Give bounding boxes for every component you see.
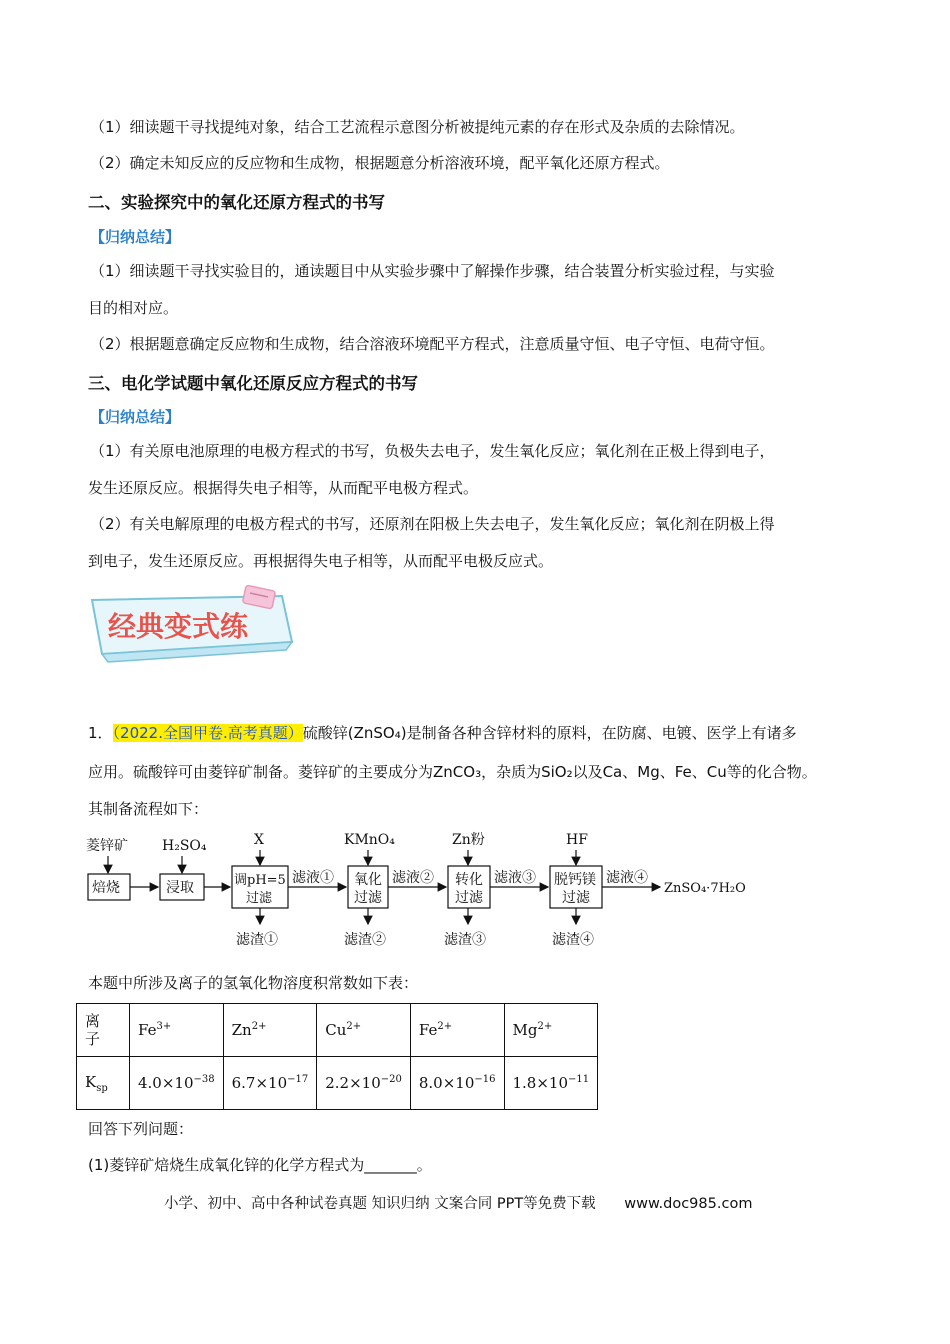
ksp-exponent: −38: [193, 1074, 215, 1085]
ksp-exponent: −16: [474, 1074, 496, 1085]
flow-product: ZnSO₄·7H₂O: [664, 881, 746, 896]
flow-acid-label: H₂SO₄: [162, 838, 207, 854]
table-header-cell: [77, 1004, 130, 1057]
ksp-value: 8.0×10: [418, 1074, 475, 1092]
table-cell: [504, 1004, 598, 1057]
paragraph: （2）根据题意确定反应物和生成物，结合溶液环境配平方程式，注意质量守恒、电子守恒、电荷守恒。: [90, 335, 775, 353]
ion-name: Mg: [512, 1021, 538, 1039]
flow-residue-2: 滤渣②: [344, 932, 386, 948]
flow-residue-4: 滤渣④: [552, 932, 594, 948]
paragraph: （2）确定未知反应的反应物和生成物，根据题意分析溶液环境，配平氧化还原方程式。: [90, 154, 670, 172]
paragraph: 目的相对应。: [88, 299, 179, 317]
ksp-label: K: [85, 1072, 97, 1091]
flow-oxidize-filter: 过滤: [354, 890, 382, 906]
paragraph: （1）细读题干寻找实验目的，通读题目中从实验步骤中了解操作步骤，结合装置分析实验过程，与实验: [90, 262, 775, 280]
flow-residue-3: 滤渣③: [444, 932, 486, 948]
ion-charge: 3+: [156, 1021, 172, 1032]
question-text: 回答下列问题：: [88, 1120, 194, 1138]
flow-leach-box: 浸取: [166, 880, 194, 896]
page-footer: [164, 1192, 752, 1213]
ion-header-label: 离子: [85, 1012, 101, 1048]
source-tag: （2022.全国甲卷.高考真题）: [112, 724, 303, 742]
ksp-table: [76, 1003, 598, 1110]
question-text: 本题中所涉及离子的氢氧化物溶度积常数如下表：: [88, 974, 419, 992]
ksp-label-sub: sp: [96, 1082, 108, 1094]
paragraph: 发生还原反应。根据得失电子相等，从而配平电极方程式。: [88, 479, 479, 497]
ksp-value: 1.8×10: [512, 1074, 569, 1092]
flow-filtrate-2: 滤液②: [392, 870, 434, 886]
ion-charge: 2+: [437, 1021, 453, 1032]
question-number: 1．: [88, 724, 113, 742]
table-cell: [410, 1057, 504, 1110]
ion-name: Fe: [418, 1021, 438, 1039]
flow-ore-label: 菱锌矿: [86, 838, 128, 854]
table-cell: [223, 1004, 317, 1057]
ksp-value: 6.7×10: [231, 1074, 288, 1092]
ksp-value: 2.2×10: [325, 1074, 381, 1092]
question-line: [88, 723, 797, 743]
table-cell: [223, 1057, 317, 1110]
ion-name: Fe: [138, 1021, 157, 1039]
section-banner: [86, 584, 306, 666]
ksp-exponent: −20: [380, 1074, 402, 1085]
table-cell: [130, 1057, 224, 1110]
ksp-exponent: −11: [568, 1074, 590, 1085]
table-cell: [130, 1004, 224, 1057]
flow-decalc-box: 脱钙镁: [554, 872, 596, 888]
ion-charge: 2+: [346, 1021, 362, 1032]
flow-decalc-filter: 过滤: [562, 890, 590, 906]
flow-roast-box: 焙烧: [92, 880, 120, 896]
summary-label: 【归纳总结】: [90, 228, 181, 246]
flow-ph-box-filter: 过滤: [246, 891, 273, 906]
sub-question: (1)菱锌矿焙烧生成氧化锌的化学方程式为_______。: [88, 1156, 432, 1174]
paragraph: 到电子，发生还原反应。再根据得失电子相等，从而配平电极反应式。: [88, 552, 554, 570]
flow-filtrate-3: 滤液③: [494, 870, 536, 886]
flow-convert-filter: 过滤: [455, 890, 483, 906]
question-text: 应用。硫酸锌可由菱锌矿制备。菱锌矿的主要成分为ZnCO₃，杂质为SiO₂以及Ca、Mg、Fe、Cu等的化合物。: [88, 763, 817, 781]
flow-x-label: X: [254, 832, 264, 848]
paragraph: （1）细读题干寻找提纯对象，结合工艺流程示意图分析被提纯元素的存在形式及杂质的去除情况。: [90, 118, 745, 136]
table-header-cell: [77, 1057, 130, 1110]
ion-name: Zn: [231, 1021, 252, 1039]
summary-label: 【归纳总结】: [90, 408, 181, 426]
paragraph: （1）有关原电池原理的电极方程式的书写，负极失去电子，发生氧化反应；氧化剂在正极上得到电子，: [90, 442, 775, 460]
flow-kmno4-label: KMnO₄: [344, 832, 395, 848]
section-heading: 三、电化学试题中氧化还原反应方程式的书写: [88, 374, 418, 393]
ion-charge: 2+: [537, 1021, 553, 1032]
flow-ph-box: 调pH=5: [234, 873, 286, 888]
table-cell: [504, 1057, 598, 1110]
flow-residue-1: 滤渣①: [236, 932, 278, 948]
flow-convert-box: 转化: [455, 872, 483, 888]
table-cell: [410, 1004, 504, 1057]
table-row: [77, 1004, 598, 1057]
flow-filtrate-4: 滤液④: [606, 870, 648, 886]
flow-filtrate-1: 滤液①: [292, 870, 334, 886]
banner-title: 经典变式练: [108, 610, 249, 643]
process-flow-diagram: [86, 828, 766, 952]
section-heading: 二、实验探究中的氧化还原方程式的书写: [88, 193, 385, 212]
flow-zn-label: Zn粉: [452, 832, 485, 848]
footer-link[interactable]: www.doc985.com: [624, 1196, 753, 1212]
footer-text: 小学、初中、高中各种试卷真题 知识归纳 文案合同 PPT等免费下载: [164, 1196, 596, 1212]
table-row: [77, 1057, 598, 1110]
question-text: 硫酸锌(ZnSO₄)是制备各种含锌材料的原料，在防腐、电镀、医学上有诸多: [302, 724, 797, 742]
question-text: 其制备流程如下：: [88, 800, 209, 818]
ksp-exponent: −17: [287, 1074, 309, 1085]
flow-hf-label: HF: [566, 832, 588, 848]
ion-name: Cu: [325, 1021, 347, 1039]
table-cell: [317, 1057, 411, 1110]
table-cell: [317, 1004, 411, 1057]
ksp-value: 4.0×10: [138, 1074, 194, 1092]
flow-oxidize-box: 氧化: [354, 872, 382, 888]
paragraph: （2）有关电解原理的电极方程式的书写，还原剂在阳极上失去电子，发生氧化反应；氧化剂在阴极上得: [90, 515, 775, 533]
ion-charge: 2+: [251, 1021, 267, 1032]
